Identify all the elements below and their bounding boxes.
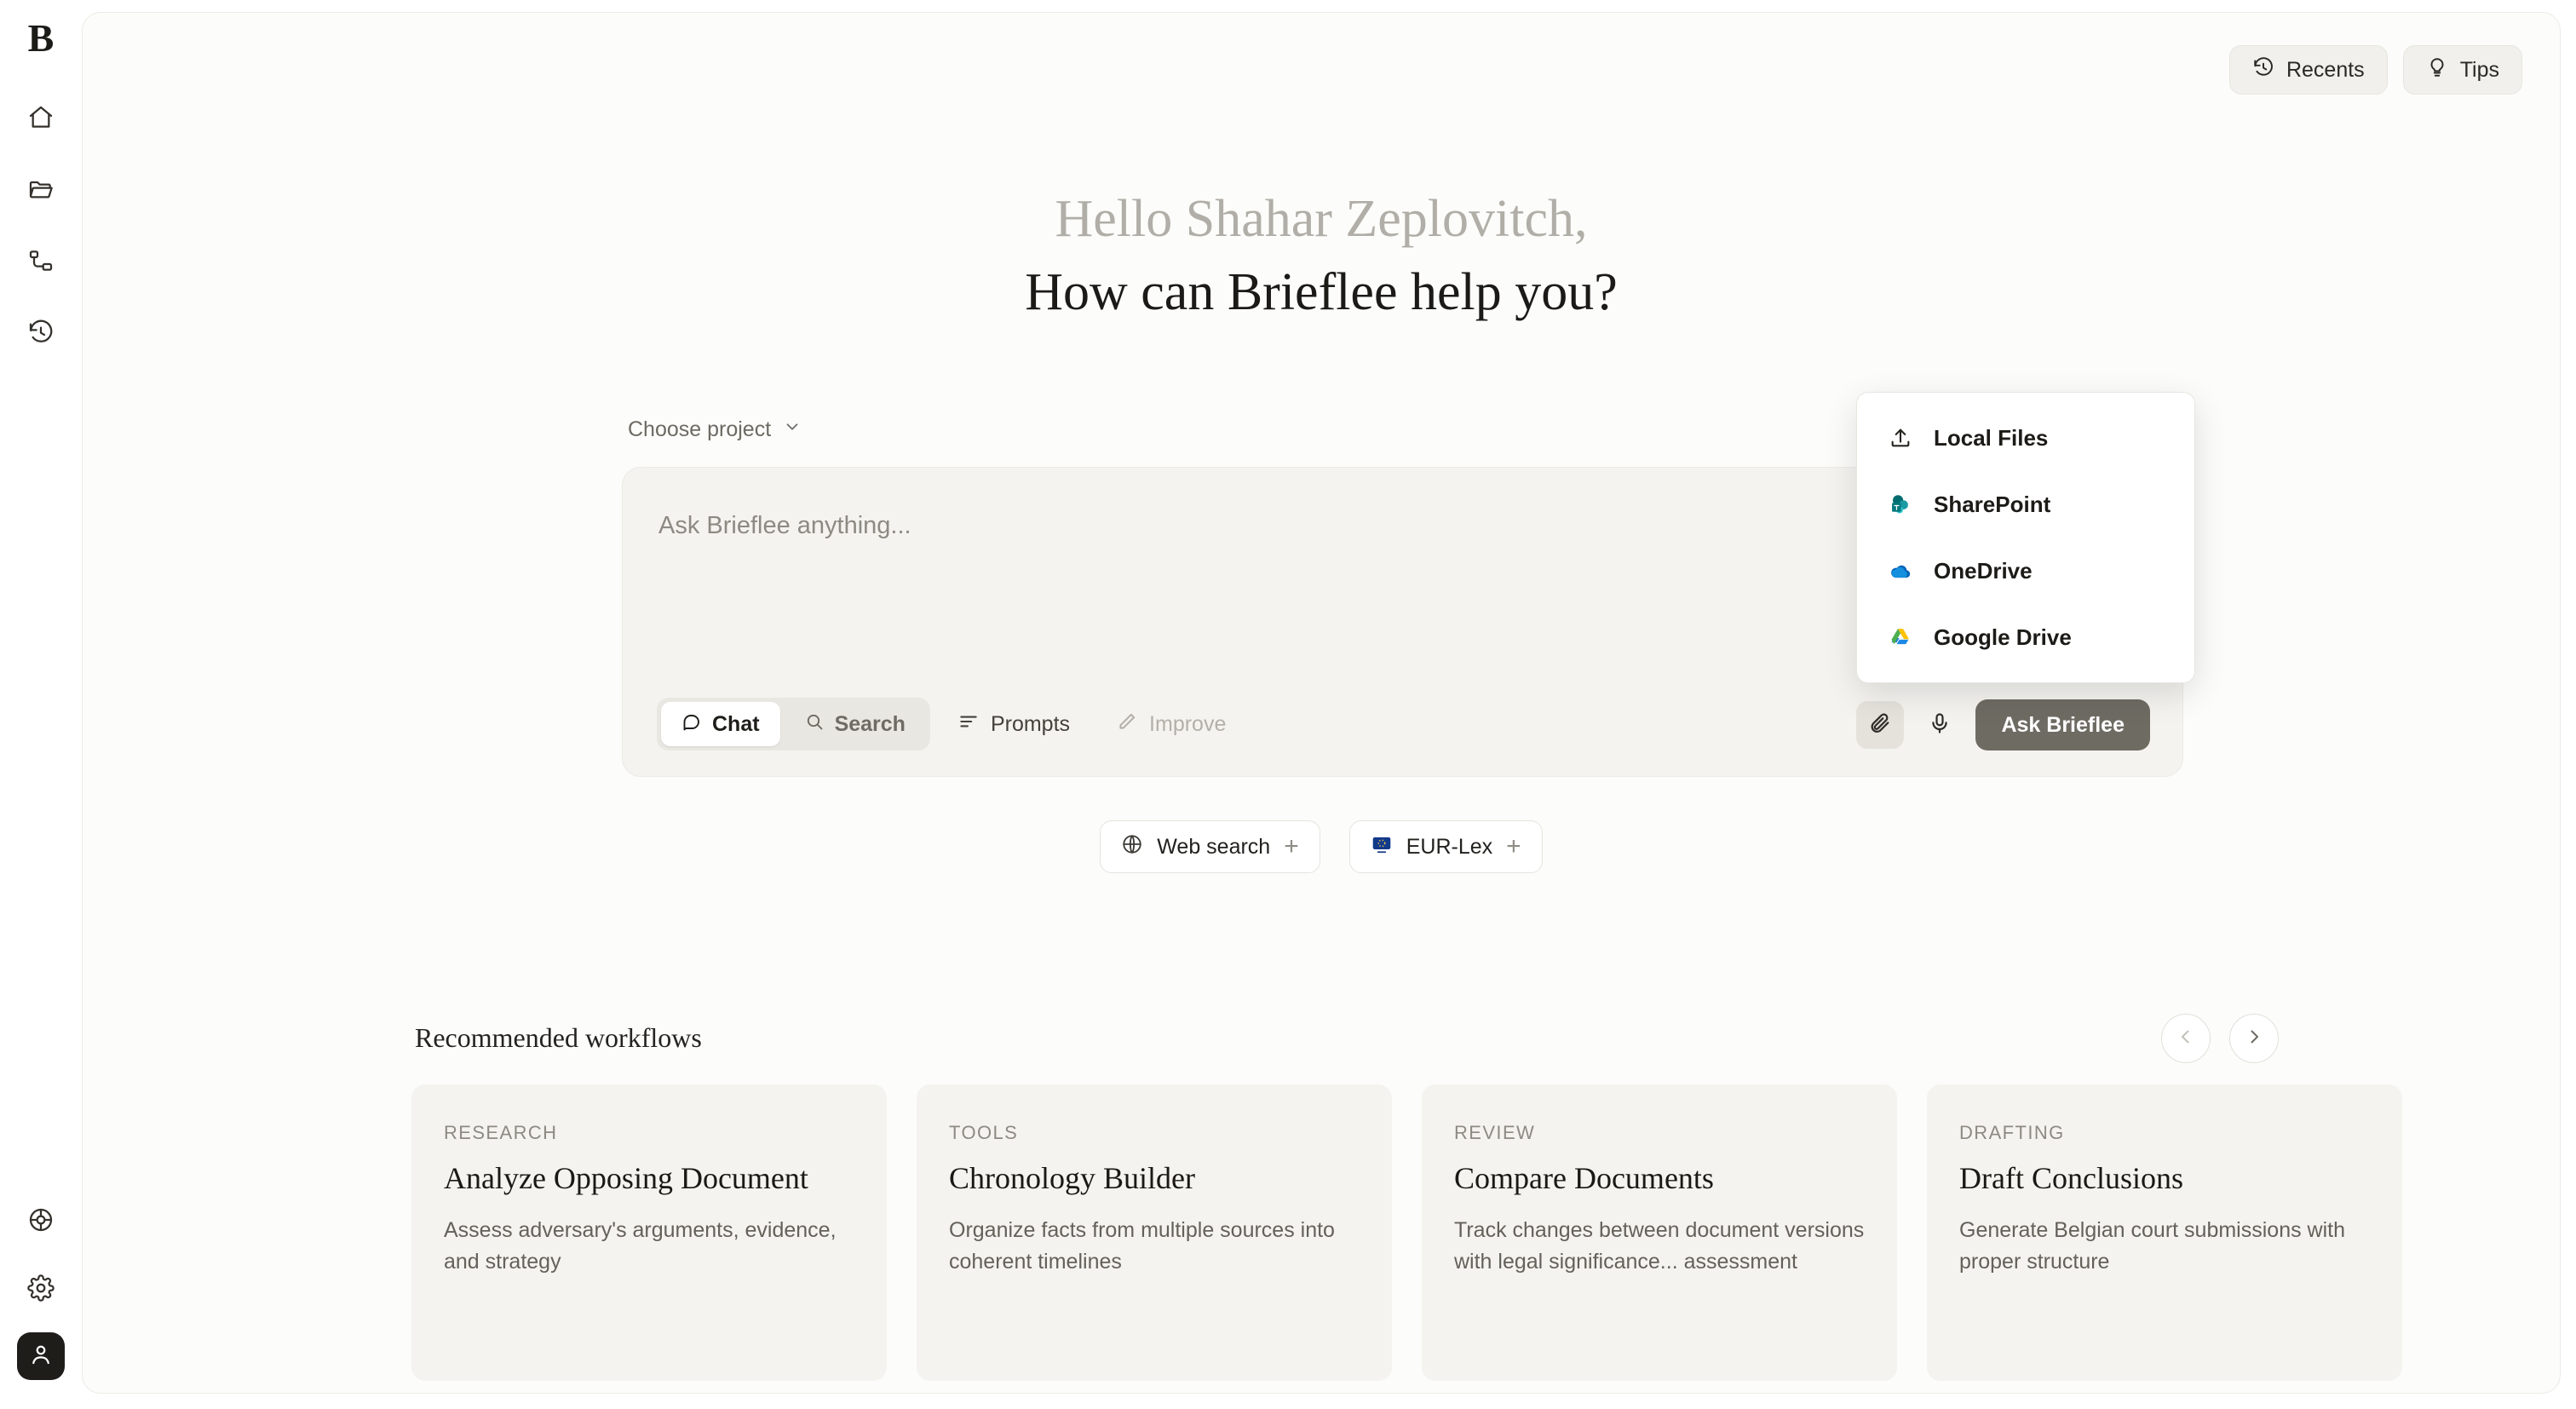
page-title: How can Brieflee help you? bbox=[1025, 263, 1618, 322]
hero bbox=[83, 187, 2560, 325]
chip-add-icon[interactable]: + bbox=[1506, 832, 1521, 860]
workflow-card-title: Compare Documents bbox=[1454, 1161, 1714, 1195]
paperclip-icon bbox=[1868, 711, 1892, 739]
tips-button[interactable] bbox=[2403, 45, 2522, 95]
greeting-text: Hello Shahar Zeplovitch, bbox=[1055, 190, 1588, 248]
chip-web-search-label: Web search bbox=[1157, 834, 1271, 859]
help-icon bbox=[27, 1206, 55, 1234]
voice-input-button[interactable] bbox=[1916, 701, 1964, 749]
workflow-card-description: Assess adversary's arguments, evidence, and strategy bbox=[444, 1218, 837, 1274]
menu-item-google-drive[interactable] bbox=[1857, 604, 2194, 670]
workflow-card[interactable] bbox=[411, 1084, 887, 1381]
onedrive-icon bbox=[1886, 558, 1915, 584]
nodes-icon bbox=[27, 247, 55, 274]
quick-tool-chips bbox=[83, 820, 2560, 873]
workflows-prev-button[interactable] bbox=[2161, 1014, 2211, 1063]
folder-icon bbox=[27, 175, 55, 203]
workflow-card-title: Analyze Opposing Document bbox=[444, 1161, 808, 1195]
recents-label: Recents bbox=[2286, 57, 2365, 82]
topbar bbox=[2229, 45, 2522, 95]
workflows-title: Recommended workflows bbox=[415, 1022, 702, 1053]
history-icon bbox=[2252, 56, 2274, 84]
home-icon bbox=[27, 104, 55, 131]
prompts-button[interactable] bbox=[939, 702, 1089, 746]
attachment-menu bbox=[1856, 392, 2195, 683]
tab-chat-label: Chat bbox=[712, 711, 760, 736]
workflow-card-title: Draft Conclusions bbox=[1959, 1161, 2183, 1195]
chip-eur-lex[interactable] bbox=[1349, 820, 1543, 873]
lightbulb-icon bbox=[2426, 56, 2448, 84]
workflow-card[interactable] bbox=[1422, 1084, 1897, 1381]
prompts-icon bbox=[957, 710, 980, 739]
workflow-card[interactable] bbox=[917, 1084, 1392, 1381]
chevron-right-icon bbox=[2244, 1027, 2264, 1051]
menu-item-local-files[interactable] bbox=[1857, 405, 2194, 471]
chip-eur-lex-label: EUR-Lex bbox=[1406, 834, 1493, 859]
chip-web-search[interactable] bbox=[1100, 820, 1320, 873]
sidebar-item-history[interactable] bbox=[17, 308, 65, 356]
search-icon bbox=[804, 711, 825, 738]
workflow-card-description: Track changes between document versions with legal significance... assessment bbox=[1454, 1218, 1865, 1274]
google-drive-icon bbox=[1886, 625, 1915, 649]
ask-brieflee-button[interactable] bbox=[1975, 699, 2150, 751]
brand-logo[interactable]: B bbox=[27, 16, 55, 60]
globe-icon bbox=[1121, 833, 1143, 861]
upload-icon bbox=[1886, 426, 1915, 450]
avatar[interactable] bbox=[17, 1332, 65, 1380]
improve-button[interactable] bbox=[1097, 702, 1245, 746]
project-selector[interactable] bbox=[628, 417, 802, 442]
workflow-card-kicker: RESEARCH bbox=[444, 1122, 558, 1143]
attach-button[interactable] bbox=[1856, 701, 1904, 749]
user-icon bbox=[28, 1342, 54, 1372]
workflow-card-description: Organize facts from multiple sources into coherent timelines bbox=[949, 1218, 1335, 1274]
menu-item-sharepoint-label: SharePoint bbox=[1934, 491, 2051, 517]
menu-item-google-drive-label: Google Drive bbox=[1934, 624, 2072, 650]
recents-button[interactable] bbox=[2229, 45, 2388, 95]
main-canvas bbox=[82, 12, 2561, 1394]
chevron-down-icon bbox=[783, 417, 802, 442]
prompts-label: Prompts bbox=[990, 711, 1071, 736]
menu-item-onedrive[interactable] bbox=[1857, 538, 2194, 604]
workflow-card-description: Generate Belgian court submissions with proper structure bbox=[1959, 1218, 2346, 1274]
workflow-card-kicker: DRAFTING bbox=[1959, 1122, 2065, 1143]
pencil-icon bbox=[1116, 710, 1138, 739]
chat-icon bbox=[681, 711, 702, 738]
menu-item-local-files-label: Local Files bbox=[1934, 424, 2049, 451]
workflow-card-title: Chronology Builder bbox=[949, 1161, 1195, 1195]
tab-search-label: Search bbox=[834, 711, 906, 736]
sidebar-item-settings[interactable] bbox=[17, 1264, 65, 1312]
composer-toolbar bbox=[657, 698, 1245, 751]
tab-search[interactable] bbox=[784, 702, 926, 746]
eurlex-icon bbox=[1371, 833, 1393, 861]
sidebar bbox=[0, 0, 82, 1409]
history-icon bbox=[27, 319, 55, 346]
menu-item-sharepoint[interactable] bbox=[1857, 471, 2194, 538]
chip-add-icon[interactable]: + bbox=[1284, 832, 1299, 860]
chevron-left-icon bbox=[2176, 1027, 2196, 1051]
menu-item-onedrive-label: OneDrive bbox=[1934, 557, 2033, 584]
workflow-card[interactable] bbox=[1927, 1084, 2402, 1381]
improve-label: Improve bbox=[1149, 711, 1227, 736]
sidebar-item-workflows[interactable] bbox=[17, 237, 65, 285]
sidebar-item-projects[interactable] bbox=[17, 165, 65, 213]
ask-brieflee-label: Ask Brieflee bbox=[2001, 712, 2125, 737]
workflow-cards bbox=[411, 1084, 2402, 1381]
microphone-icon bbox=[1928, 711, 1952, 739]
workflow-card-kicker: TOOLS bbox=[949, 1122, 1019, 1143]
mode-switch bbox=[657, 698, 930, 751]
workflow-card-kicker: REVIEW bbox=[1454, 1122, 1536, 1143]
sidebar-item-help[interactable] bbox=[17, 1196, 65, 1244]
gear-icon bbox=[27, 1274, 55, 1302]
sidebar-item-home[interactable] bbox=[17, 94, 65, 141]
project-selector-label: Choose project bbox=[628, 417, 772, 441]
composer-actions bbox=[1856, 699, 2150, 751]
prompt-input[interactable]: Ask Brieflee anything... bbox=[658, 512, 911, 539]
workflows-nav bbox=[2161, 1014, 2279, 1063]
sidebar-bottom bbox=[17, 1196, 65, 1409]
workflows-next-button[interactable] bbox=[2229, 1014, 2279, 1063]
sharepoint-icon bbox=[1886, 492, 1915, 516]
tab-chat[interactable] bbox=[661, 702, 780, 746]
tips-label: Tips bbox=[2459, 57, 2499, 82]
